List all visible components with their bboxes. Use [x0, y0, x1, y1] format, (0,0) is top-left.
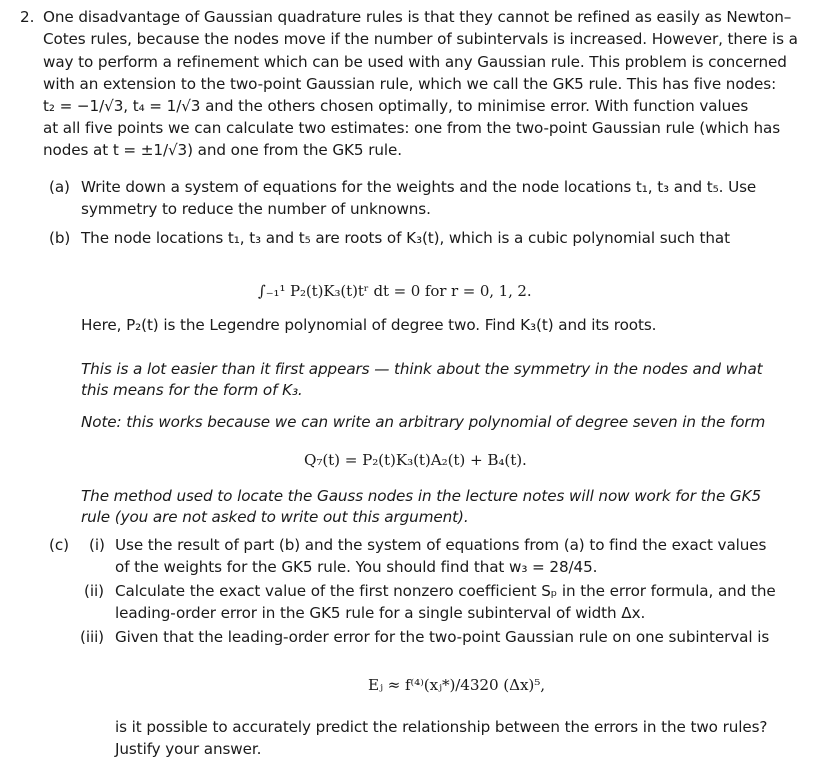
- intro-line-2: Cotes rules, because the nodes move if the number of subintervals is increased. However, there is a: [43, 30, 798, 48]
- intro-line-5: t₂ = −1/√3, t₄ = 1/√3 and the others chosen optimally, to minimise error. With function values: [43, 97, 749, 115]
- part-b-label: (b): [49, 229, 71, 247]
- q7-equation: Q₇(t) = P₂(t)K₃(t)A₂(t) + B₄(t).: [304, 451, 527, 469]
- part-c-question-2: Justify your answer.: [115, 740, 262, 758]
- intro-line-6: at all five points we can calculate two estimates: one from the two-point Gaussian rule (which has: [43, 119, 781, 137]
- part-b-method-1: The method used to locate the Gauss nodes in the lecture notes will now work for the GK5: [81, 487, 762, 505]
- part-b-hint-1: This is a lot easier than it first appears — think about the symmetry in the nodes and what: [81, 360, 763, 378]
- part-b-line-1: The node locations t₁, t₃ and t₅ are roots of K₃(t), which is a cubic polynomial such that: [81, 229, 730, 247]
- part-c-ii-label: (ii): [84, 582, 104, 600]
- intro-line-3: way to perform a refinement which can be used with any Gaussian rule. This problem is concerned: [43, 53, 787, 71]
- part-c-i-label: (i): [89, 536, 105, 554]
- part-b-here: Here, P₂(t) is the Legendre polynomial of degree two. Find K₃(t) and its roots.: [81, 316, 657, 334]
- part-a-line-2: symmetry to reduce the number of unknowns.: [81, 200, 431, 218]
- part-b-hint-2: this means for the form of K₃.: [81, 381, 303, 399]
- part-c-i-line-1: Use the result of part (b) and the system of equations from (a) to find the exact values: [115, 536, 767, 554]
- part-c-question-1: is it possible to accurately predict the relationship between the errors in the two rules?: [115, 718, 768, 736]
- part-b-method-2: rule (you are not asked to write out this argument).: [81, 508, 469, 526]
- part-c-ii-line-1: Calculate the exact value of the first nonzero coefficient Sₚ in the error formula, and the: [115, 582, 776, 600]
- intro-line-1: One disadvantage of Gaussian quadrature rules is that they cannot be refined as easily as Newton–: [43, 8, 792, 26]
- part-a-line-1: Write down a system of equations for the weights and the node locations t₁, t₃ and t₅. Use: [81, 178, 757, 196]
- part-c-iii-label: (iii): [80, 628, 105, 646]
- integral-equation: ∫₋₁¹ P₂(t)K₃(t)tʳ dt = 0 for r = 0, 1, 2.: [258, 282, 532, 300]
- intro-line-4: with an extension to the two-point Gaussian rule, which we call the GK5 rule. This has five nodes:: [43, 75, 777, 93]
- part-a-label: (a): [49, 178, 70, 196]
- part-c-label: (c): [49, 536, 69, 554]
- part-c-iii-line: Given that the leading-order error for the two-point Gaussian rule on one subinterval is: [115, 628, 770, 646]
- error-formula: Eⱼ ≈ f⁽⁴⁾(xⱼ*)/4320 (Δx)⁵,: [368, 676, 545, 694]
- part-b-note: Note: this works because we can write an arbitrary polynomial of degree seven in the form: [81, 413, 766, 431]
- part-c-ii-line-2: leading-order error in the GK5 rule for a single subinterval of width Δx.: [115, 604, 646, 622]
- problem-number: 2.: [20, 8, 35, 26]
- part-c-i-line-2: of the weights for the GK5 rule. You should find that w₃ = 28/45.: [115, 558, 598, 576]
- intro-line-7: nodes at t = ±1/√3) and one from the GK5 rule.: [43, 141, 402, 159]
